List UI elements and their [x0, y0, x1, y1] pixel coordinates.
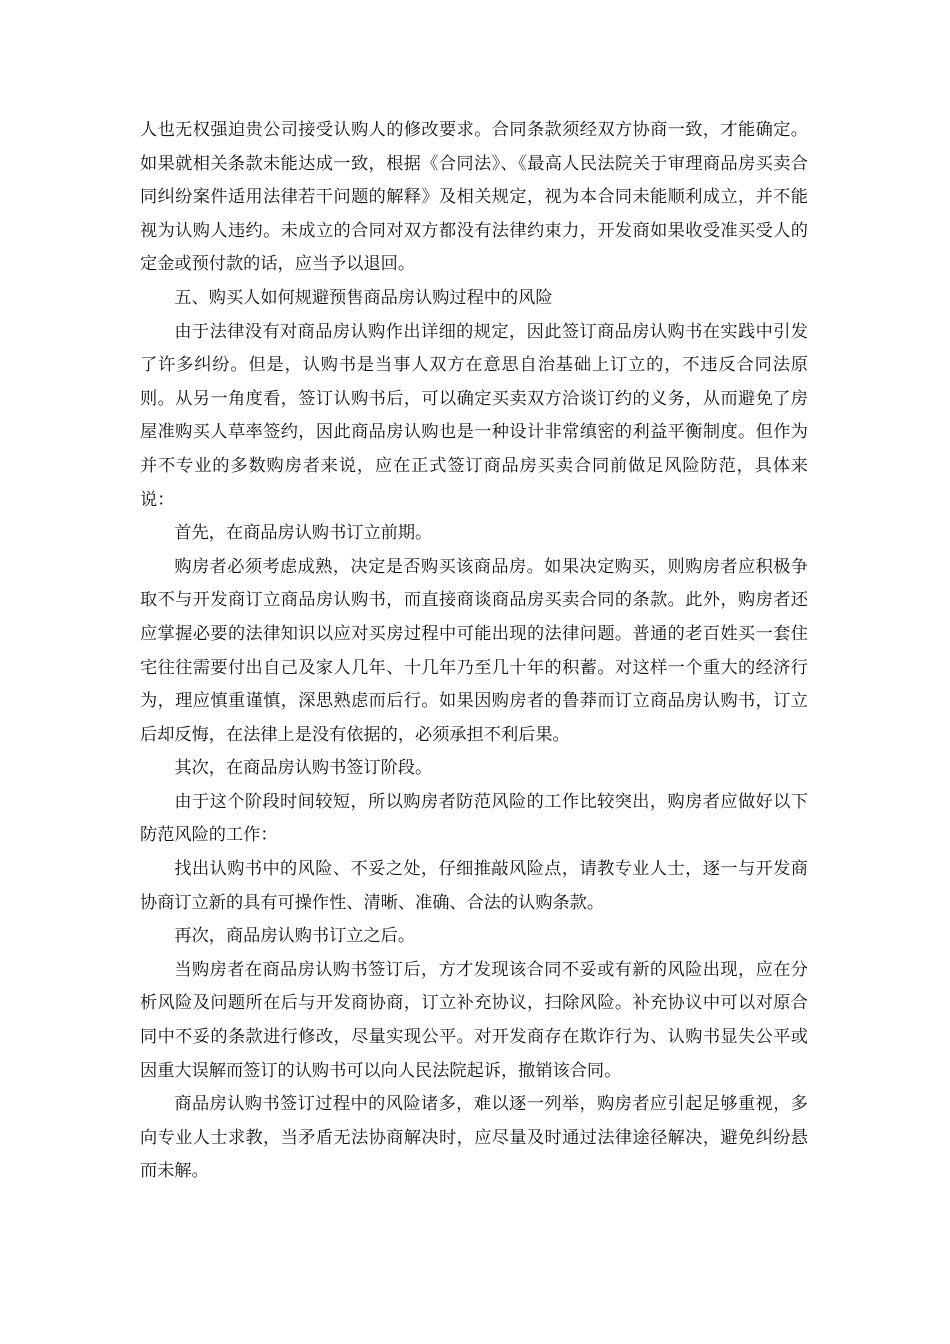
- paragraph-continuation: 人也无权强迫贵公司接受认购人的修改要求。合同条款须经双方协商一致，才能确定。如果就相关条款未能达成一致，根据《合同法》、《最高人民法院关于审理商品房买卖合同纠纷案件适用法律若干问题的解释》及相关规定，视为本合同未能顺利成立，并不能视为认购人违约。未成立的合同对双方都没有法律约束力，开发商如果收受准买受人的定金或预付款的话，应当予以退回。: [140, 120, 808, 275]
- paragraph: 找出认购书中的风险、不妥之处，仔细推敲风险点，请教专业人士，逐一与开发商协商订立新的具有可操作性、清晰、准确、合法的认购条款。: [140, 859, 808, 913]
- section-heading: 五、购买人如何规避预售商品房认购过程中的风险: [174, 287, 553, 308]
- paragraph: 当购房者在商品房认购书签订后，方才发现该合同不妥或有新的风险出现，应在分析风险及问题所在后与开发商协商，订立补充协议，扫除风险。补充协议中可以对原合同中不妥的条款进行修改，尽量实现公平。对开发商存在欺诈行为、认购书显失公平或因重大误解而签订的认购书可以向人民法院起诉，撤销该合同。: [140, 959, 808, 1081]
- paragraph: 由于法律没有对商品房认购作出详细的规定，因此签订商品房认购书在实践中引发了许多纠纷。但是，认购书是当事人双方在意思自治基础上订立的，不违反合同法原则。从另一角度看，签订认购书后，可以确定买卖双方洽谈订约的义务，从而避免了房屋准购买人草率签约，因此商品房认购也是一种设计非常缜密的利益平衡制度。但作为并不专业的多数购房者来说，应在正式签订商品房买卖合同前做足风险防范，具体来说：: [140, 321, 808, 510]
- subheading-second: 其次，在商品房认购书签订阶段。: [174, 758, 433, 779]
- paragraph: 由于这个阶段时间较短，所以购房者防范风险的工作比较突出，购房者应做好以下防范风险的工作：: [140, 791, 808, 846]
- document-page: [140, 114, 808, 1189]
- subheading-third: 再次，商品房认购书订立之后。: [174, 926, 416, 947]
- subheading-first: 首先，在商品房认购书订立前期。: [174, 523, 433, 544]
- paragraph-conclusion: 商品房认购书签订过程中的风险诸多，难以逐一列举，购房者应引起足够重视，多向专业人士求教，当矛盾无法协商解决时，应尽量及时通过法律途径解决，避免纠纷悬而未解。: [140, 1094, 808, 1182]
- paragraph: 购房者必须考虑成熟，决定是否购买该商品房。如果决定购买，则购房者应积极争取不与开发商订立商品房认购书，而直接商谈商品房买卖合同的条款。此外，购房者还应掌握必要的法律知识以应对买房过程中可能出现的法律问题。普通的老百姓买一套住宅往往需要付出自己及家人几年、十几年乃至几十年的积蓄。对这样一个重大的经济行为，理应慎重谨慎，深思熟虑而后行。如果因购房者的鲁莽而订立商品房认购书，订立后却反悔，在法律上是没有依据的，必须承担不利后果。: [140, 556, 808, 745]
